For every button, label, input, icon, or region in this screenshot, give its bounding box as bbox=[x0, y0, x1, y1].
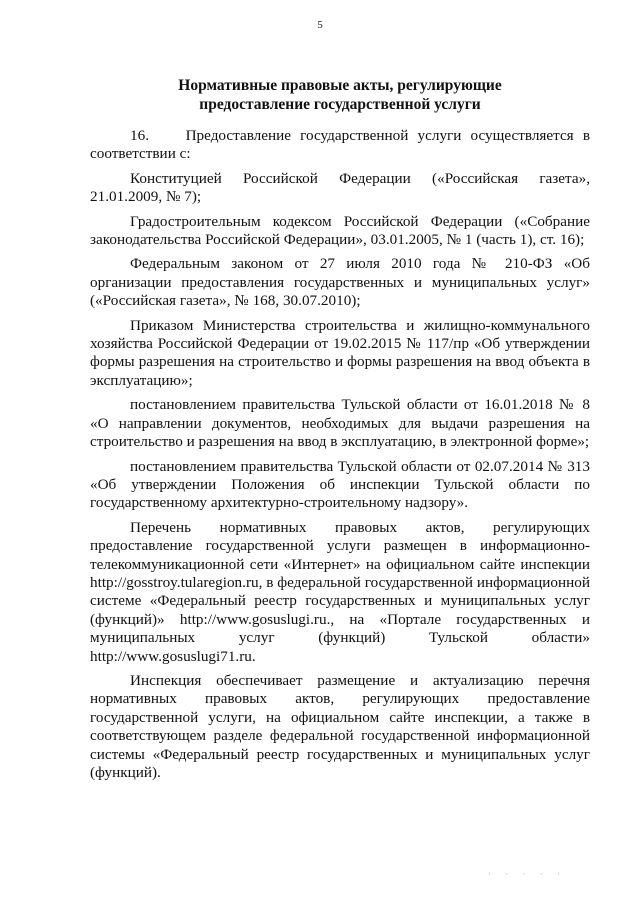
paragraph-resolution-313: постановлением правительства Тульской области от 02.07.2014 № 313 «Об утверждении Положения об инспекции Тульской области по государственному архитектурно-строительному надзору». bbox=[90, 457, 590, 512]
paragraph-ministry-order: Приказом Министерства строительства и жилищно-коммунального хозяйства Российской Федерации от 19.02.2015 № 117/пр «Об утверждении формы разрешения на строительство и формы разрешения на ввод объекта в эксплуатацию»; bbox=[90, 316, 590, 389]
paragraph-urban-code: Градостроительным кодексом Российской Федерации («Собрание законодательства Российской Федерации», 03.01.2005, № 1 (часть 1), ст. 16); bbox=[90, 212, 590, 249]
page-number: 5 bbox=[317, 19, 323, 31]
section-heading bbox=[90, 76, 590, 114]
section-heading-line-2: предоставление государственной услуги bbox=[199, 96, 481, 113]
paragraph-16-intro: 16. Предоставление государственной услуги осуществляется в соответствии с: bbox=[90, 127, 590, 163]
paragraph-resolution-8: постановлением правительства Тульской области от 16.01.2018 № 8 «О направлении документов, необходимых для выдачи разрешения на строительство и разрешения на ввод в эксплуатацию, в электронной форме»; bbox=[90, 396, 590, 451]
section-heading-line-1: Нормативные правовые акты, регулирующие bbox=[178, 77, 502, 94]
paragraph-federal-law: Федеральным законом от 27 июля 2010 года № 210-ФЗ «Об организации предоставления государственных и муниципальных услуг» («Российская газета», № 168, 30.07.2010); bbox=[90, 255, 590, 310]
paragraph-acts-list-published: Перечень нормативных правовых актов, регулирующих предоставление государственной услуги размещен в информационно-телекоммуникационной сети «Интернет» на официальном сайте инспекции http://gosstroy.tularegion.ru, в федеральной государственной информационной системе «Федеральный реестр государственных и муниципальных услуг (функций)» http://www.gosuslugi.ru., на «Портале государственных и муниципальных услуг (функций) Тульской области» http://www.gosuslugi71.ru. bbox=[90, 518, 590, 665]
paragraph-constitution: Конституцией Российской Федерации («Российская газета», 21.01.2009, № 7); bbox=[90, 169, 590, 206]
document-body bbox=[90, 127, 590, 782]
paragraph-inspection-updates: Инспекция обеспечивает размещение и актуализацию перечня нормативных правовых актов, регулирующих предоставление государственной услуги, на официальном сайте инспекции, а также в соответствующем разделе федеральной государственной информационной системы «Федеральный реестр государственных и муниципальных услуг (функций). bbox=[90, 671, 590, 781]
footer-marks: · · · · · bbox=[488, 869, 566, 879]
